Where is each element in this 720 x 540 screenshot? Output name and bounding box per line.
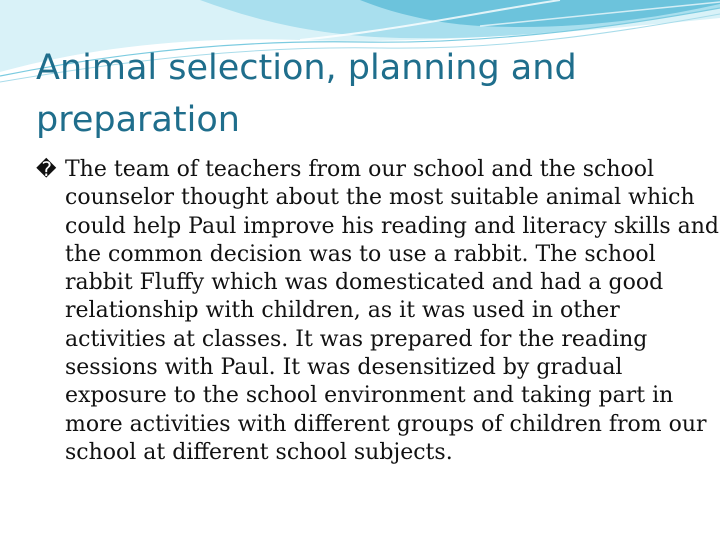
bullet-text: The team of teachers from our school and the school counselor thought about the most suitable animal which could help Paul improve his reading and literacy skills and the common decision was to use a rabbit. The school rabbit Fluffy which was domesticated and had a good relationship with children, as it was used in other activities at classes. It was prepared for the reading sessions with Paul. It was desensitized by gradual exposure to the school environment and taking part in more activities with different groups of children from our school at different school subjects. <box>65 157 720 465</box>
bullet-paragraph <box>36 155 720 467</box>
slide-title: Animal selection, planning and preparation <box>36 48 577 140</box>
bullet-icon: � <box>36 157 57 181</box>
